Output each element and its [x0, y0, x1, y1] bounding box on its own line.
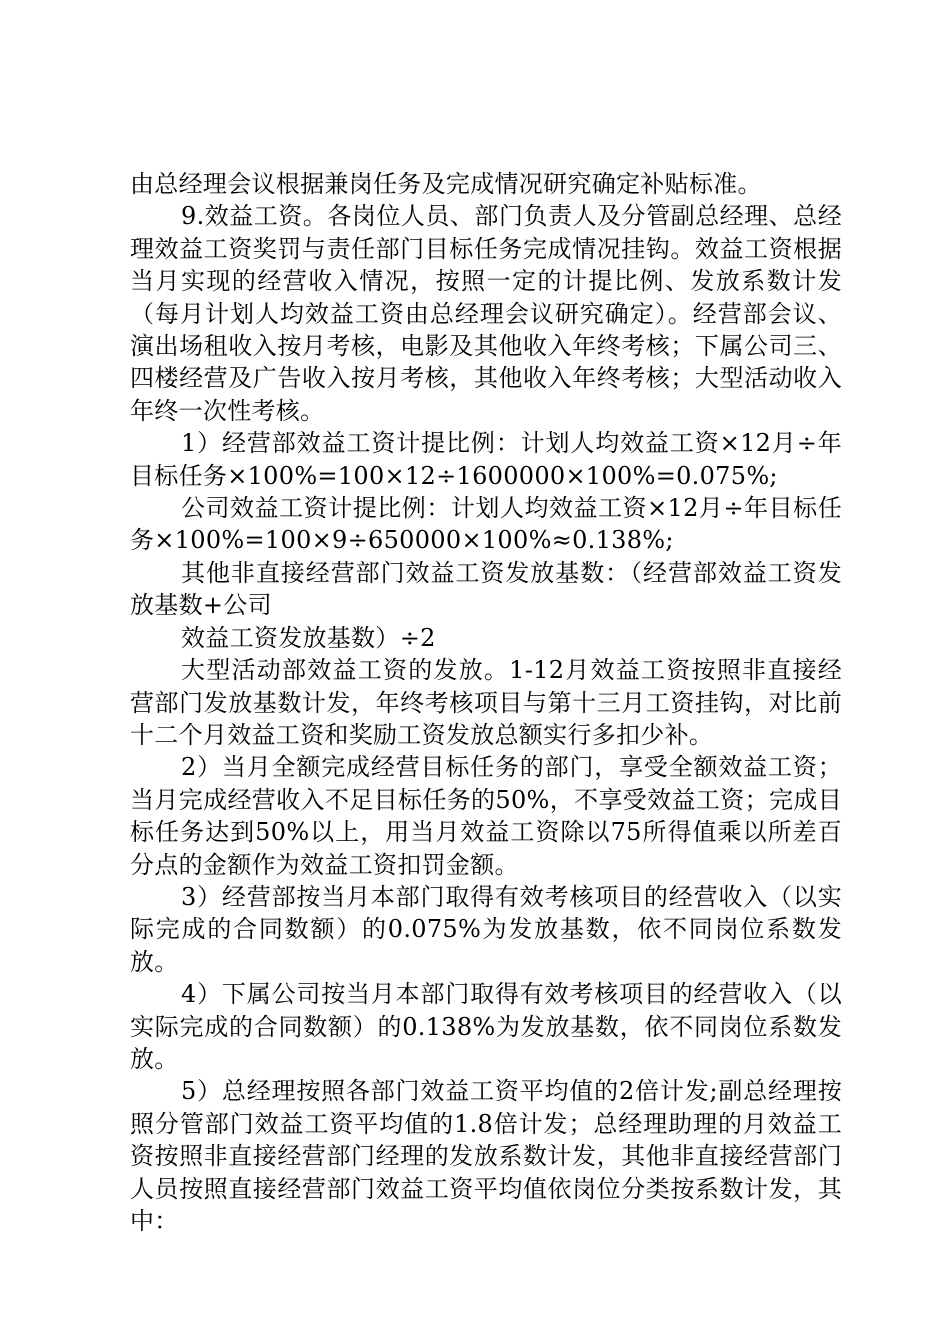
- paragraph: 1）经营部效益工资计提比例：计划人均效益工资×12月÷年目标任务×100%=100×12÷1600000×100%=0.075%;: [130, 429, 842, 490]
- paragraph: 由总经理会议根据兼岗任务及完成情况研究确定补贴标准。: [130, 170, 762, 198]
- paragraph: 3）经营部按当月本部门取得有效考核项目的经营收入（以实际完成的合同数额）的0.075%为发放基数，依不同岗位系数发放。: [130, 882, 842, 976]
- paragraph: 2）当月全额完成经营目标任务的部门，享受全额效益工资；当月完成经营收入不足目标任务的50%，不享受效益工资；完成目标任务达到50%以上，用当月效益工资除以75所得值乘以所差百分点的金额作为效益工资扣罚金额。: [130, 753, 842, 879]
- paragraph: 4）下属公司按当月本部门取得有效考核项目的经营收入（以实际完成的合同数额）的0.138%为发放基数，依不同岗位系数发放。: [130, 980, 842, 1073]
- paragraph: 9.效益工资。各岗位人员、部门负责人及分管副总经理、总经理效益工资奖罚与责任部门目标任务完成情况挂钩。效益工资根据当月实现的经营收入情况，按照一定的计提比例、发放系数计发（每月计划人均效益工资由总经理会议研究确定）。经营部会议、演出场租收入按月考核，电影及其他收入年终考核；下属公司三、四楼经营及广告收入按月考核，其他收入年终考核；大型活动收入年终一次性考核。: [130, 202, 842, 425]
- document-body: [130, 168, 842, 1237]
- paragraph: 大型活动部效益工资的发放。1-12月效益工资按照非直接经营部门发放基数计发，年终考核项目与第十三月工资挂钩，对比前十二个月效益工资和奖励工资发放总额实行多扣少补。: [130, 656, 842, 749]
- paragraph: 其他非直接经营部门效益工资发放基数：（经营部效益工资发放基数+公司: [130, 558, 842, 620]
- paragraph: 效益工资发放基数）÷2: [181, 623, 436, 652]
- paragraph: 公司效益工资计提比例：计划人均效益工资×12月÷年目标任务×100%=100×9÷650000×100%≈0.138%;: [130, 494, 842, 555]
- paragraph: 5）总经理按照各部门效益工资平均值的2倍计发;副总经理按照分管部门效益工资平均值的1.8倍计发；总经理助理的月效益工资按照非直接经营部门经理的发放系数计发，其他非直接经营部门人员按照直接经营部门效益工资平均值依岗位分类按系数计发，其中：: [130, 1077, 842, 1235]
